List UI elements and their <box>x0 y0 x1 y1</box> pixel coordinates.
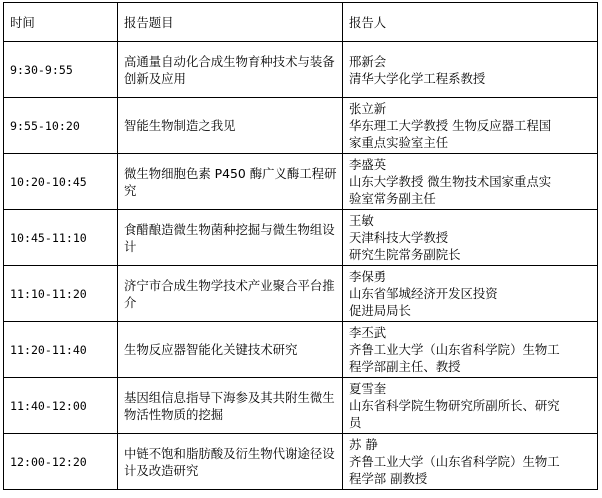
speaker-affiliation: 天津科技大学教授 研究生院常务副院长 <box>349 230 461 262</box>
table-row <box>4 210 598 266</box>
speaker-affiliation: 山东省邹城经济开发区投资 促进局局长 <box>349 286 498 318</box>
title-cell: 生物反应器智能化关键技术研究 <box>118 322 343 378</box>
speaker-name: 李保勇 <box>349 269 387 284</box>
time-text: 9:55-10:20 <box>10 118 80 133</box>
table-row <box>4 434 598 490</box>
table-row <box>4 154 598 210</box>
speaker-affiliation: 华东理工大学教授 生物反应器工程国 家重点实验室主任 <box>349 118 552 150</box>
speaker-name: 夏雪奎 <box>349 381 387 396</box>
speaker-affiliation: 山东大学教授 微生物技术国家重点实 验室常务副主任 <box>349 174 552 206</box>
speaker-cell <box>343 154 598 210</box>
speaker-name: 邢新会 <box>349 53 387 69</box>
speaker-cell <box>343 378 598 434</box>
speaker-affiliation: 齐鲁工业大学（山东省科学院）生物工 程学部 副教授 <box>349 454 560 486</box>
title-cell: 微生物细胞色素 P450 酶广义酶工程研究 <box>118 154 343 210</box>
title-cell: 高通量自动化合成生物育种技术与装备创新及应用 <box>118 42 343 98</box>
speaker-name: 李盛英 <box>349 157 387 172</box>
time-cell <box>4 266 118 322</box>
time-text: 12:00-12:20 <box>10 454 87 469</box>
speaker-affiliation: 齐鲁工业大学（山东省科学院）生物工 程学部副主任、教授 <box>349 342 560 374</box>
header-speaker: 报告人 <box>343 3 598 42</box>
table-row <box>4 98 598 154</box>
table-row <box>4 322 598 378</box>
speaker-cell <box>343 322 598 378</box>
time-cell <box>4 154 118 210</box>
speaker-cell <box>343 210 598 266</box>
time-cell <box>4 210 118 266</box>
table-row <box>4 378 598 434</box>
title-cell: 济宁市合成生物学技术产业聚合平台推介 <box>118 266 343 322</box>
time-cell <box>4 42 118 98</box>
speaker-name: 王敏 <box>349 213 374 228</box>
speaker-cell <box>343 266 598 322</box>
speaker-affiliation: 山东省科学院生物研究所副所长、研究 员 <box>349 398 560 430</box>
time-text: 9:30-9:55 <box>10 62 73 77</box>
speaker-name: 李丕武 <box>349 325 387 340</box>
table-row <box>4 266 598 322</box>
speaker-name: 张立新 <box>349 101 387 116</box>
table-row <box>4 42 598 98</box>
table-header-row <box>4 3 598 42</box>
speaker-cell <box>343 42 598 98</box>
title-cell: 智能生物制造之我见 <box>118 98 343 154</box>
speaker-affiliation: 清华大学化学工程系教授 <box>349 70 486 86</box>
time-text: 11:20-11:40 <box>10 342 87 357</box>
header-time: 时间 <box>4 3 118 42</box>
speaker-name: 苏 静 <box>349 437 378 452</box>
time-text: 10:20-10:45 <box>10 174 87 189</box>
header-title: 报告题目 <box>118 3 343 42</box>
time-text: 11:10-11:20 <box>10 286 87 301</box>
time-cell <box>4 434 118 490</box>
title-cell: 基因组信息指导下海参及其共附生微生物活性物质的挖掘 <box>118 378 343 434</box>
time-cell <box>4 322 118 378</box>
speaker-cell <box>343 434 598 490</box>
time-text: 11:40-12:00 <box>10 398 87 413</box>
title-cell: 中链不饱和脂肪酸及衍生物代谢途径设计及改造研究 <box>118 434 343 490</box>
title-cell: 食醋酿造微生物菌种挖掘与微生物组设计 <box>118 210 343 266</box>
schedule-table-wrapper <box>3 2 598 490</box>
time-cell <box>4 378 118 434</box>
time-cell <box>4 98 118 154</box>
time-text: 10:45-11:10 <box>10 230 87 245</box>
schedule-table <box>3 2 598 490</box>
speaker-cell <box>343 98 598 154</box>
